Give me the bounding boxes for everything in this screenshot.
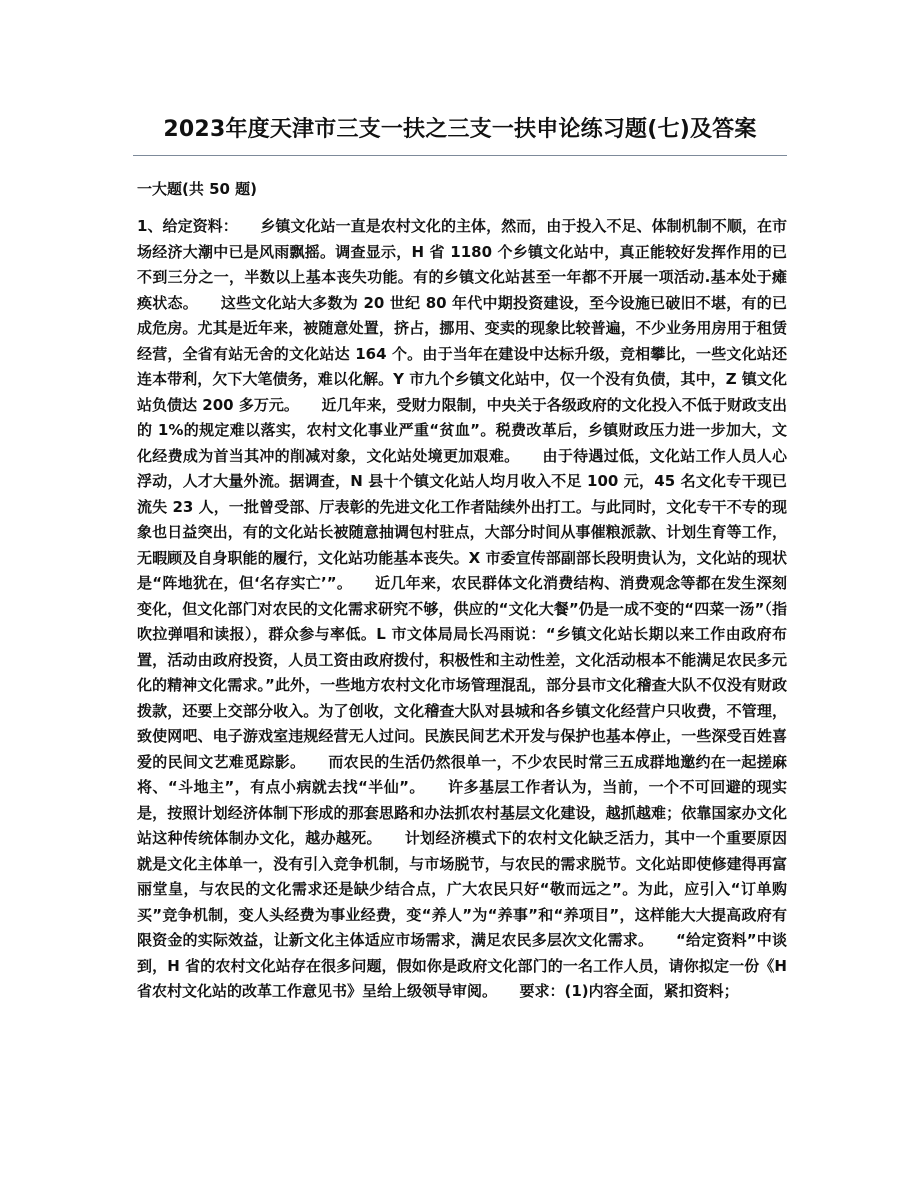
document-title: 2023年度天津市三支一扶之三支一扶申论练习题(七)及答案: [163, 117, 757, 142]
section-heading: 一大题(共 50 题): [137, 180, 258, 198]
question-text: 1、给定资料： 乡镇文化站一直是农村文化的主体，然而，由于投入不足、体制机制不顺，在市场经济大潮中已是风雨飘摇。调查显示，H 省 1180 个乡镇文化站中，真正能较好发挥作用的已不到三分之一，半数以上基本丧失功能。有的乡镇文化站甚至一年都不开展一项活动.基本处于瘫痪状态。 这些文化站大多数为 20 世纪 80 年代中期投资建设，至今设施已破旧不堪，有的已成危房。尤其是近年来，被随意处置，挤占，挪用、变卖的现象比较普遍，不少业务用房用于租赁经营，全省有站无舍的文化站达 164 个。由于当年在建设中达标升级，竞相攀比，一些文化站还连本带利，欠下大笔债务，难以化解。Y 市九个乡镇文化站中，仅一个没有负债，其中，Z 镇文化站负债达 200 多万元。 近几年来，受财力限制，中央关于各级政府的文化投入不低于财政支出的 1%的规定难以落实，农村文化事业严重“贫血”。税费改革后，乡镇财政压力进一步加大，文化经费成为首当其冲的削减对象，文化站处境更加艰难。 由于待遇过低，文化站工作人员人心浮动，人才大量外流。据调查，N 县十个镇文化站人均月收入不足 100 元，45 名文化专干现已流失 23 人，一批曾受部、厅表彰的先进文化工作者陆续外出打工。与此同时，文化专干不专的现象也日益突出，有的文化站长被随意抽调包村驻点，大部分时间从事催粮派款、计划生育等工作，无暇顾及自身职能的履行，文化站功能基本丧失。X 市委宣传部副部长段明贵认为，文化站的现状是“阵地犹在，但‘名存实亡’”。 近几年来，农民群体文化消费结构、消费观念等都在发生深刻变化，但文化部门对农民的文化需求研究不够，供应的“文化大餐”仍是一成不变的“四菜一汤”（指吹拉弹唱和读报），群众参与率低。L 市文体局局长冯雨说：“乡镇文化站长期以来工作由政府布置，活动由政府投资，人员工资由政府拨付，积极性和主动性差，文化活动根本不能满足农民多元化的精神文化需求。”此外，一些地方农村文化市场管理混乱，部分县市文化稽查大队不仅没有财政拨款，还要上交部分收入。为了创收，文化稽查大队对县城和各乡镇文化经营户只收费，不管理，致使网吧、电子游戏室违规经营无人过问。民族民间艺术开发与保护也基本停止，一些深受百姓喜爱的民间文艺难觅踪影。 而农民的生活仍然很单一，不少农民时常三五成群地邀约在一起搓麻将、“斗地主”，有点小病就去找“半仙”。 许多基层工作者认为，当前，一个不可回避的现实是，按照计划经济体制下形成的那套思路和办法抓农村基层文化建设，越抓越难；依靠国家办文化站这种传统体制办文化，越办越死。 计划经济模式下的农村文化缺乏活力，其中一个重要原因就是文化主体单一，没有引入竞争机制，与市场脱节，与农民的需求脱节。文化站即使修建得再富丽堂皇，与农民的文化需求还是缺少结合点，广大农民只好“敬而远之”。为此，应引入“订单购买”竞争机制，变人头经费为事业经费，变“养人”为“养事”和“养项目”，这样能大大提高政府有限资金的实际效益，让新文化主体适应市场需求，满足农民多层次文化需求。 “给定资料”中谈到，H 省的农村文化站存在很多问题，假如你是政府文化部门的一名工作人员，请你拟定一份《H 省农村文化站的改革工作意见书》呈给上级领导审阅。 要求：(1)内容全面，紧扣资料；: [137, 217, 787, 1000]
title-divider: [133, 155, 787, 156]
